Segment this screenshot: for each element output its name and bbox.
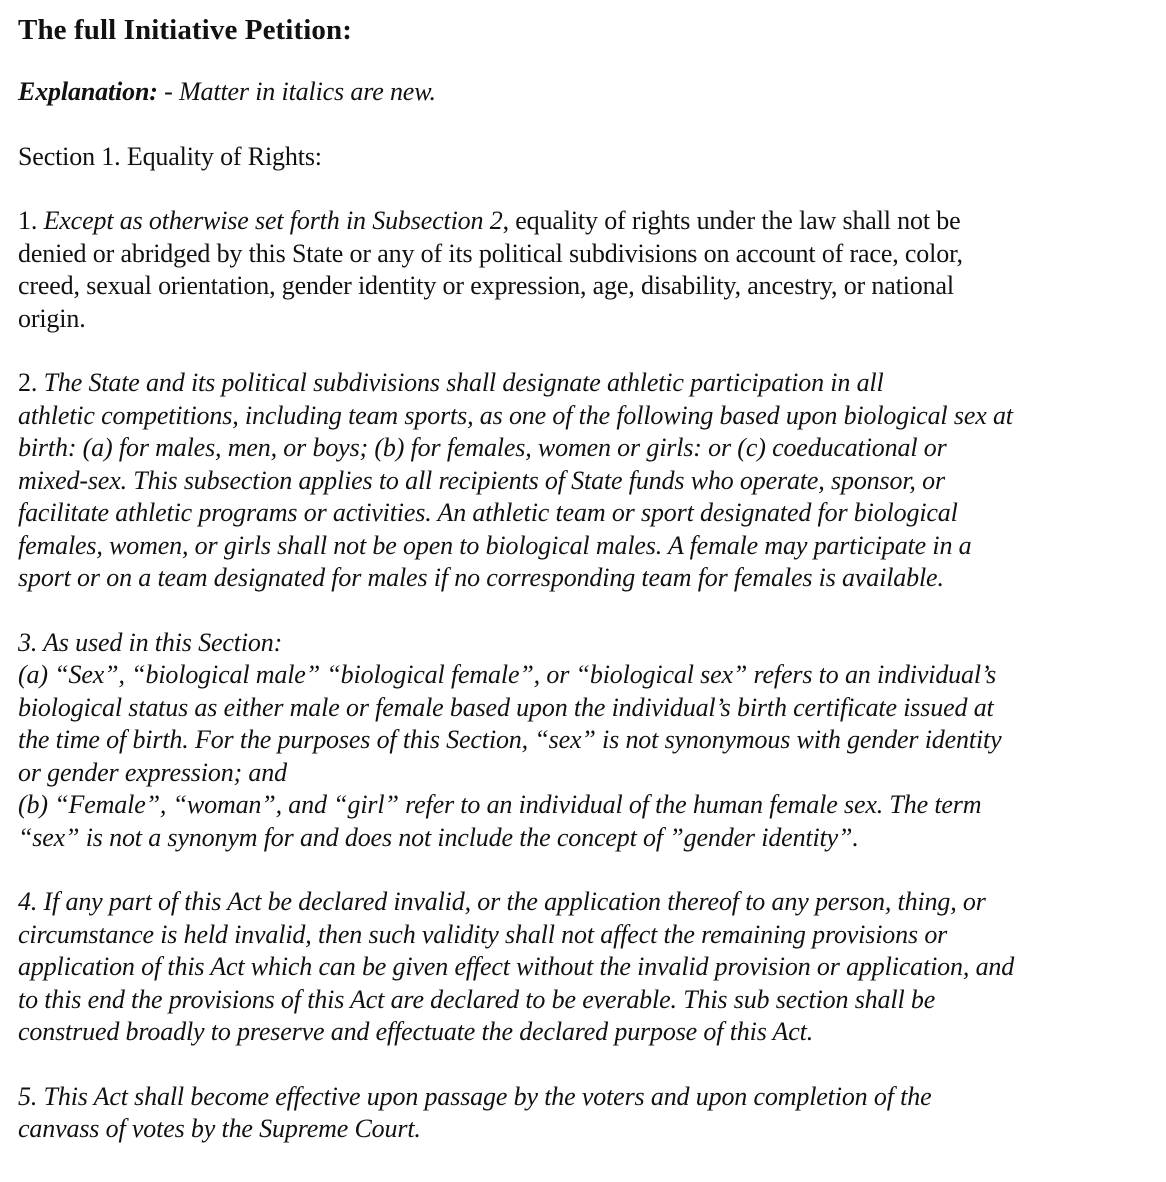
subsection-2-line: mixed-sex. This subsection applies to all recipients of State funds who operate, sponsor, or	[18, 465, 945, 495]
explanation-text: Matter in italics are new.	[179, 77, 436, 106]
subsection-1-text: , equality of rights under the law shall not be	[502, 206, 961, 235]
subsection-1-italic-lead: Except as otherwise set forth in Subsection 2	[43, 206, 503, 235]
subsection-3	[18, 627, 1146, 855]
subsection-2-line: facilitate athletic programs or activities. An athletic team or sport designated for biological	[18, 498, 958, 527]
subsection-3-line: (b) “Female”, “woman”, and “girl” refer to an individual of the human female sex. The term	[18, 790, 982, 819]
subsection-2-line: athletic competitions, including team sports, as one of the following based upon biological sex at	[18, 400, 1013, 430]
subsection-5-line: canvass of votes by the Supreme Court.	[18, 1114, 421, 1143]
subsection-5-line: 5. This Act shall become effective upon passage by the voters and upon completion of the	[18, 1081, 932, 1111]
explanation-label: Explanation:	[18, 77, 158, 106]
subsection-4-line: circumstance is held invalid, then such validity shall not affect the remaining provisions or	[18, 919, 948, 949]
explanation-separator: -	[157, 77, 180, 106]
document-title: The full Initiative Petition:	[18, 14, 352, 46]
subsection-1-line: origin.	[18, 303, 86, 333]
subsection-4	[18, 886, 1146, 1049]
subsection-1-number: 1.	[18, 206, 44, 235]
subsection-2-line	[18, 367, 1146, 400]
subsection-3-line: “sex” is not a synonym for and does not include the concept of ”gender identity”.	[18, 822, 859, 852]
subsection-3-line: the time of birth. For the purposes of this Section, “sex” is not synonymous with gender identity	[18, 725, 1002, 754]
subsection-3-line: or gender expression; and	[18, 757, 287, 787]
subsection-4-line: application of this Act which can be given effect without the invalid provision or application, and	[18, 952, 1015, 981]
subsection-2-line: sport or on a team designated for males if no corresponding team for females is available.	[18, 563, 944, 592]
subsection-2-line: birth: (a) for males, men, or boys; (b) for females, women or girls: or (c) coeducational or	[18, 433, 947, 462]
subsection-1	[18, 205, 1146, 335]
subsection-1-line: denied or abridged by this State or any of its political subdivisions on account of race, color,	[18, 238, 963, 268]
subsection-3-line: biological status as either male or female based upon the individual’s birth certificate issued at	[18, 692, 994, 722]
subsection-2-number: 2.	[18, 368, 44, 397]
explanation-paragraph	[18, 76, 1146, 109]
subsection-2-line: females, women, or girls shall not be open to biological males. A female may participate in a	[18, 530, 972, 560]
subsection-5	[18, 1081, 1146, 1146]
subsection-4-line: 4. If any part of this Act be declared invalid, or the application thereof to any person, thing, or	[18, 887, 986, 916]
subsection-2-text: The State and its political subdivisions shall designate athletic participation in all	[43, 368, 884, 397]
subsection-2	[18, 367, 1146, 595]
section-heading: Section 1. Equality of Rights:	[18, 141, 322, 171]
subsection-1-line	[18, 205, 1146, 238]
subsection-3-line: 3. As used in this Section:	[18, 627, 283, 657]
subsection-1-line: creed, sexual orientation, gender identity or expression, age, disability, ancestry, or national	[18, 271, 954, 300]
subsection-4-line: to this end the provisions of this Act are declared to be everable. This sub section shall be	[18, 984, 936, 1014]
subsection-3-line: (a) “Sex”, “biological male” “biological female”, or “biological sex” refers to an individual’s	[18, 660, 997, 689]
subsection-4-line: construed broadly to preserve and effectuate the declared purpose of this Act.	[18, 1017, 814, 1046]
